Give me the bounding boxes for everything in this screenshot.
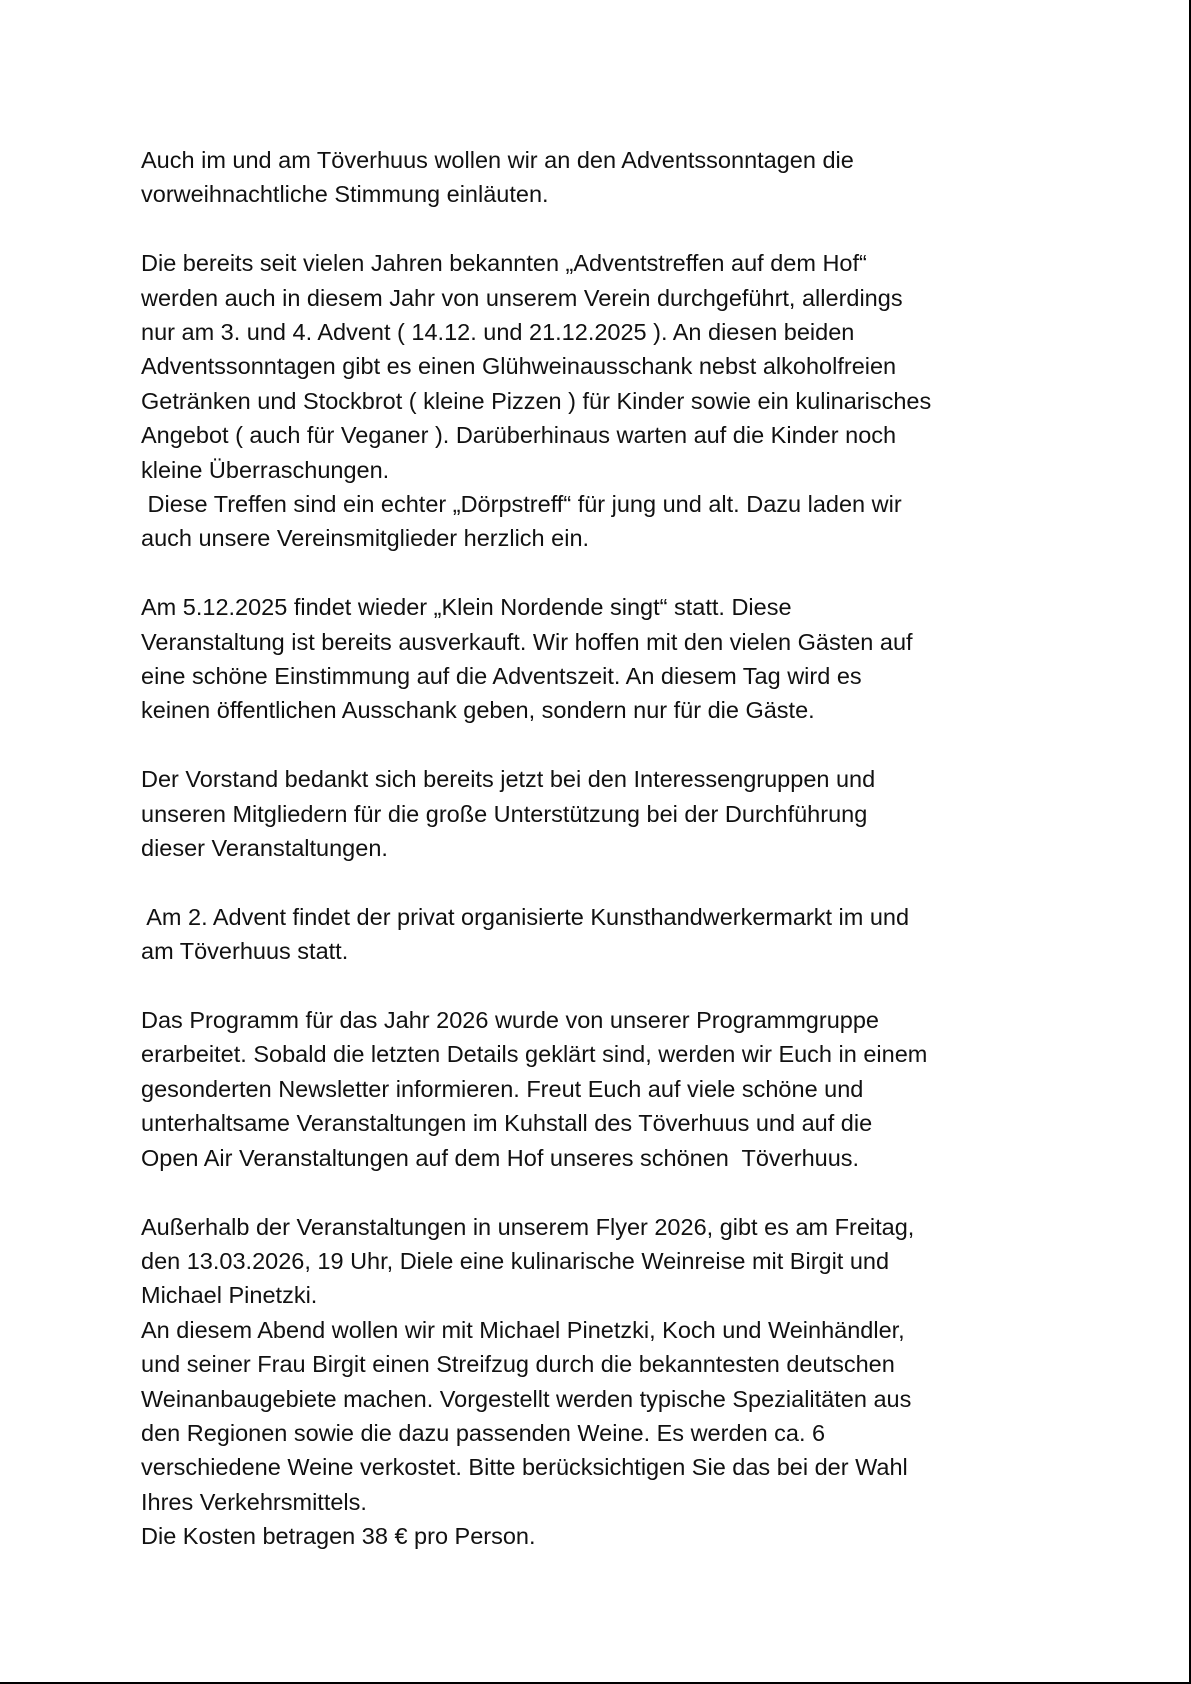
text-line: dieser Veranstaltungen. <box>141 835 388 862</box>
text-line: Weinanbaugebiete machen. Vorgestellt werden typische Spezialitäten aus <box>141 1385 912 1412</box>
text-line: Getränken und Stockbrot ( kleine Pizzen ) für Kinder sowie ein kulinarisches <box>141 387 932 414</box>
text-line: erarbeitet. Sobald die letzten Details geklärt sind, werden wir Euch in einem <box>141 1041 928 1068</box>
text-line: am Töverhuus statt. <box>141 938 349 965</box>
text-line: Außerhalb der Veranstaltungen in unserem Flyer 2026, gibt es am Freitag, <box>141 1213 915 1240</box>
text-line: nur am 3. und 4. Advent ( 14.12. und 21.12.2025 ). An diesen beiden <box>141 319 855 346</box>
paragraph-weinreise <box>141 1210 1091 1554</box>
paragraph-vorstand-dank <box>141 762 1091 865</box>
paragraph-adventstreffen <box>141 246 1091 556</box>
text-line: werden auch in diesem Jahr von unserem Verein durchgeführt, allerdings <box>141 284 903 311</box>
paragraph-spacer <box>141 1175 1091 1209</box>
text-line: verschiedene Weine verkostet. Bitte berücksichtigen Sie das bei der Wahl <box>141 1454 908 1481</box>
text-line: den Regionen sowie die dazu passenden Weine. Es werden ca. 6 <box>141 1419 826 1446</box>
text-line: unterhaltsame Veranstaltungen im Kuhstall des Töverhuus und auf die <box>141 1110 873 1137</box>
text-line: gesonderten Newsletter informieren. Freut Euch auf viele schöne und <box>141 1075 864 1102</box>
document-body <box>141 143 1091 1554</box>
text-line: Adventssonntagen gibt es einen Glühweinausschank nebst alkoholfreien <box>141 353 897 380</box>
text-line: vorweihnachtliche Stimmung einläuten. <box>141 181 549 208</box>
text-line: Diese Treffen sind ein echter „Dörpstreff“ für jung und alt. Dazu laden wir <box>141 491 902 518</box>
text-line: und seiner Frau Birgit einen Streifzug durch die bekanntesten deutschen <box>141 1351 895 1378</box>
text-line: Ihres Verkehrsmittels. <box>141 1488 367 1515</box>
paragraph-spacer <box>141 865 1091 899</box>
paragraph-advent-intro <box>141 143 1091 212</box>
paragraph-kunsthandwerkermarkt <box>141 900 1091 969</box>
text-line: An diesem Abend wollen wir mit Michael Pinetzki, Koch und Weinhändler, <box>141 1316 905 1343</box>
text-line: eine schöne Einstimmung auf die Adventszeit. An diesem Tag wird es <box>141 663 862 690</box>
text-line: Die Kosten betragen 38 € pro Person. <box>141 1523 536 1550</box>
paragraph-spacer <box>141 969 1091 1003</box>
paragraph-klein-nordende-singt <box>141 590 1091 728</box>
paragraph-spacer <box>141 556 1091 590</box>
text-line: Am 2. Advent findet der privat organisierte Kunsthandwerkermarkt im und <box>141 903 910 930</box>
text-line: Das Programm für das Jahr 2026 wurde von unserer Programmgruppe <box>141 1007 879 1034</box>
text-line: Am 5.12.2025 findet wieder „Klein Nordende singt“ statt. Diese <box>141 594 792 621</box>
text-line: Open Air Veranstaltungen auf dem Hof unseres schönen Töverhuus. <box>141 1144 860 1171</box>
text-line: Auch im und am Töverhuus wollen wir an den Adventssonntagen die <box>141 147 854 173</box>
text-line: Die bereits seit vielen Jahren bekannten „Adventstreffen auf dem Hof“ <box>141 250 867 277</box>
paragraph-spacer <box>141 212 1091 246</box>
text-line: den 13.03.2026, 19 Uhr, Diele eine kulinarische Weinreise mit Birgit und <box>141 1247 890 1274</box>
text-line: keinen öffentlichen Ausschank geben, sondern nur für die Gäste. <box>141 697 815 724</box>
text-line: unseren Mitgliedern für die große Unterstützung bei der Durchführung <box>141 800 868 827</box>
text-line: auch unsere Vereinsmitglieder herzlich ein. <box>141 525 590 552</box>
text-line: Veranstaltung ist bereits ausverkauft. Wir hoffen mit den vielen Gästen auf <box>141 628 913 655</box>
paragraph-spacer <box>141 728 1091 762</box>
text-line: Angebot ( auch für Veganer ). Darüberhinaus warten auf die Kinder noch <box>141 422 897 449</box>
text-line: Michael Pinetzki. <box>141 1282 318 1309</box>
paragraph-programm-2026 <box>141 1003 1091 1175</box>
text-line: kleine Überraschungen. <box>141 456 390 483</box>
text-line: Der Vorstand bedankt sich bereits jetzt bei den Interessengruppen und <box>141 766 876 793</box>
